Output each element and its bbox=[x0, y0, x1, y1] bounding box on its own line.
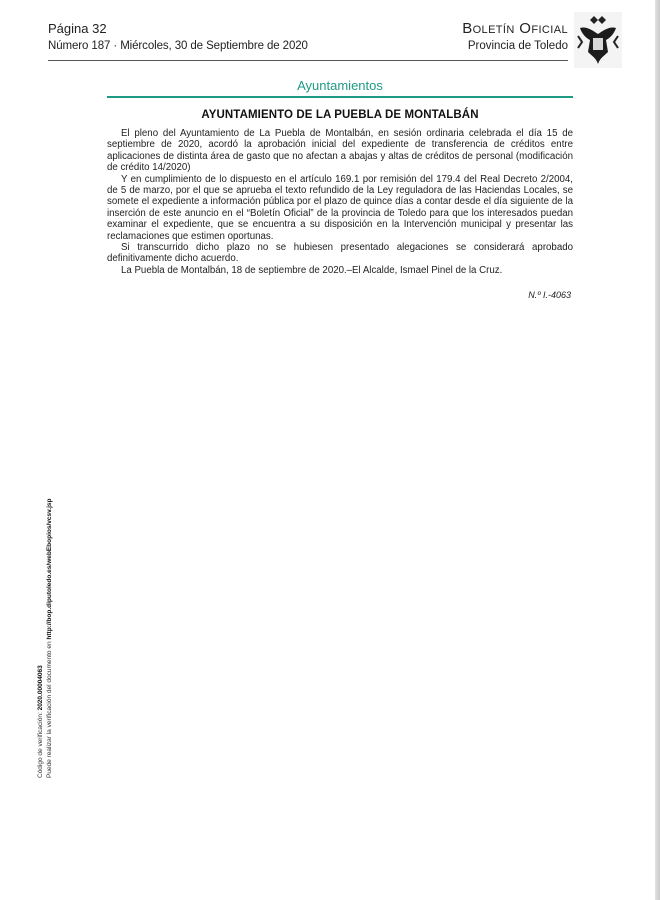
paragraph: Si transcurrido dicho plazo no se hubiesen presentado alegaciones se considerará aprobado definitivamente dicho acuerdo. bbox=[107, 242, 573, 265]
verification-url-line: Puede realizar la verificación del documento en http://bop.diputoledo.es/webEbopios/vcsv.jsp bbox=[46, 498, 53, 778]
announcement-heading: AYUNTAMIENTO DE LA PUEBLA DE MONTALBÁN bbox=[201, 109, 479, 121]
bulletin-title: Boletín Oficial bbox=[462, 20, 568, 37]
issue-info: Número 187 · Miércoles, 30 de Septiembre de 2020 bbox=[48, 40, 308, 52]
signature-line: La Puebla de Montalbán, 18 de septiembre de 2020.–El Alcalde, Ismael Pinel de la Cruz. bbox=[121, 264, 503, 276]
verification-code: 2020.00004063 bbox=[37, 665, 44, 711]
verification-url[interactable]: http://bop.diputoledo.es/webEbopios/vcsv.jsp bbox=[46, 498, 53, 640]
page-number: Página 32 bbox=[48, 21, 107, 36]
paragraph: Y en cumplimiento de lo dispuesto en el artículo 169.1 por remisión del 179.4 del Real Decreto 2/2004, de 5 de marzo, por el que se aprueba el texto refundido de la Ley reguladora de las Haciendas Locales, se somete el expediente a información pública por el plazo de quince días a contar desde el día siguiente de la inserción de este anuncio en el “Boletín Oficial” de la provincia de Toledo para que los interesados puedan examinar el expediente, que se encuentra a su disposición en la Intervención municipal y presentar las reclamaciones que estimen oportunas. bbox=[107, 173, 573, 242]
coat-of-arms-icon bbox=[574, 12, 622, 68]
announcement-body bbox=[107, 128, 573, 276]
section-title: Ayuntamientos bbox=[297, 78, 383, 93]
reference-number: N.º I.-4063 bbox=[528, 290, 571, 300]
province-name: Provincia de Toledo bbox=[467, 40, 568, 52]
section-underline bbox=[107, 96, 573, 98]
page-edge-shadow bbox=[655, 0, 660, 900]
header-divider bbox=[48, 60, 568, 61]
verification-sidebar bbox=[36, 458, 54, 778]
paragraph: El pleno del Ayuntamiento de La Puebla de Montalbán, en sesión ordinaria celebrada el día 15 de septiembre de 2020, acordó la aprobación inicial del expediente de transferencia de créditos entre aplicaciones de distinta área de gasto que no afectan a abajas y altas de créditos de personal (modificación de crédito 14/2020) bbox=[107, 128, 573, 174]
verification-line: Código de verificación: 2020.00004063 bbox=[37, 665, 44, 778]
